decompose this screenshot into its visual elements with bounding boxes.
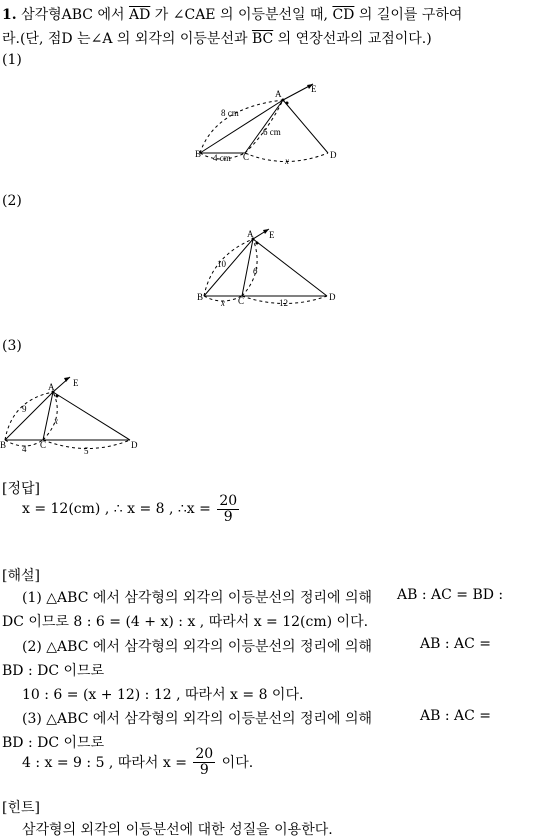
part-3-label: (3) [2,338,22,354]
fig2-label-ab: 10 [217,259,226,269]
answer-3-fraction [217,494,239,524]
figure-3 [0,372,145,458]
fig1-point-c: C [243,152,250,162]
explanation-p3-numerator: 20 [195,746,214,762]
question-text-1a: 삼각형ABC 에서 [21,7,125,23]
question-number: 1. [2,7,17,23]
explanation-p3-denominator: 9 [199,761,209,778]
explanation-p3-line3a: 4 : x = 9 : 5 , 따라서 x = [22,755,187,772]
hint-text: 삼각형의 외각의 이등분선에 대한 성질을 이용한다. [22,822,333,838]
fig1-label-bc: 4 cm [213,153,231,163]
fig3-point-e: E [73,378,79,388]
explanation-p3-line3 [22,747,253,777]
explanation-p3-fraction [193,747,215,777]
question-line-1 [2,4,462,24]
answer-2: ∴ x = 8 , [113,501,174,518]
fig2-point-e: E [269,230,275,240]
fig1-point-e: E [311,84,317,94]
fig2-label-bc: x [221,298,225,306]
answer-1: x = 12(cm) , [22,501,110,518]
explanation-p3-eq: AB : AC = [420,708,492,724]
fig3-point-b: B [0,440,7,450]
segment-ad: $\overline{AD}$ [128,7,151,23]
fig1-point-a: A [275,89,282,99]
explanation-p3-line2: BD : DC 이므로 [2,735,105,751]
hint-header: [힌트] [2,800,40,816]
figure-1 [195,80,345,166]
explanation-p2-eq: AB : AC = [420,636,492,652]
answer-line [22,494,241,524]
fig1-label-ab: 8 cm [221,108,239,118]
fig1-label-cd: x [285,156,289,166]
question-line-2 [2,28,432,48]
question-text-1c: 의 길이를 구하여 [358,7,463,23]
part-1-label: (1) [2,52,22,68]
segment-cd: $\overline{CD}$ [332,7,355,23]
fig3-label-cd: 5 [84,446,89,456]
explanation-p3-line3b: 이다. [221,755,254,772]
fig3-point-c: C [40,440,47,450]
fig1-label-ac: 6 cm [263,127,281,137]
fig3-label-bc: 4 [22,444,27,454]
fig2-point-a: A [247,229,254,239]
fig2-point-d: D [329,292,336,302]
fig2-label-cd: 12 [279,298,288,306]
fig3-point-d: D [131,440,138,450]
answer-header: [정답] [2,481,40,497]
question-text-2b: 의 연장선과의 교점이다.) [277,31,432,47]
part-2-label: (2) [2,193,22,209]
figure-2 [197,226,345,306]
fig3-point-a: A [48,382,55,392]
fig2-point-b: B [197,292,204,302]
answer-3-denominator: 9 [223,508,233,525]
explanation-p3-line1: (3) △ABC 에서 삼각형의 외각의 이등분선의 정리에 의해 [22,711,373,727]
fig3-label-ab: 9 [22,404,27,414]
explanation-p2-line2: BD : DC 이므로 [2,663,105,679]
explanation-p1-line2: DC 이므로 8 : 6 = (4 + x) : x , 따라서 x = 12(cm) 이다. [2,614,369,630]
explanation-p2-line1: (2) △ABC 에서 삼각형의 외각의 이등분선의 정리에 의해 [22,639,373,655]
explanation-p1-line1: (1) △ABC 에서 삼각형의 외각의 이등분선의 정리에 의해 [22,590,373,606]
explanation-header: [해설] [2,568,40,584]
fig1-point-b: B [195,149,202,159]
question-text-1b: 가 ∠CAE 의 이등분선일 때, [154,7,328,23]
fig1-point-d: D [330,150,337,160]
answer-3-numerator: 20 [219,493,238,509]
segment-bc: $\overline{BC}$ [251,31,274,47]
explanation-p2-line3: 10 : 6 = (x + 12) : 12 , 따라서 x = 8 이다. [22,687,304,703]
answer-3-prefix: ∴x = [177,501,211,518]
fig2-point-c: C [238,296,245,306]
explanation-p1-eq: AB : AC = BD : [397,587,504,603]
question-text-2a: 라.(단, 점D 는∠A 의 외각의 이등분선과 [2,31,248,47]
fig3-label-ac: x [54,416,58,426]
fig2-label-ac: 6 [253,266,258,276]
